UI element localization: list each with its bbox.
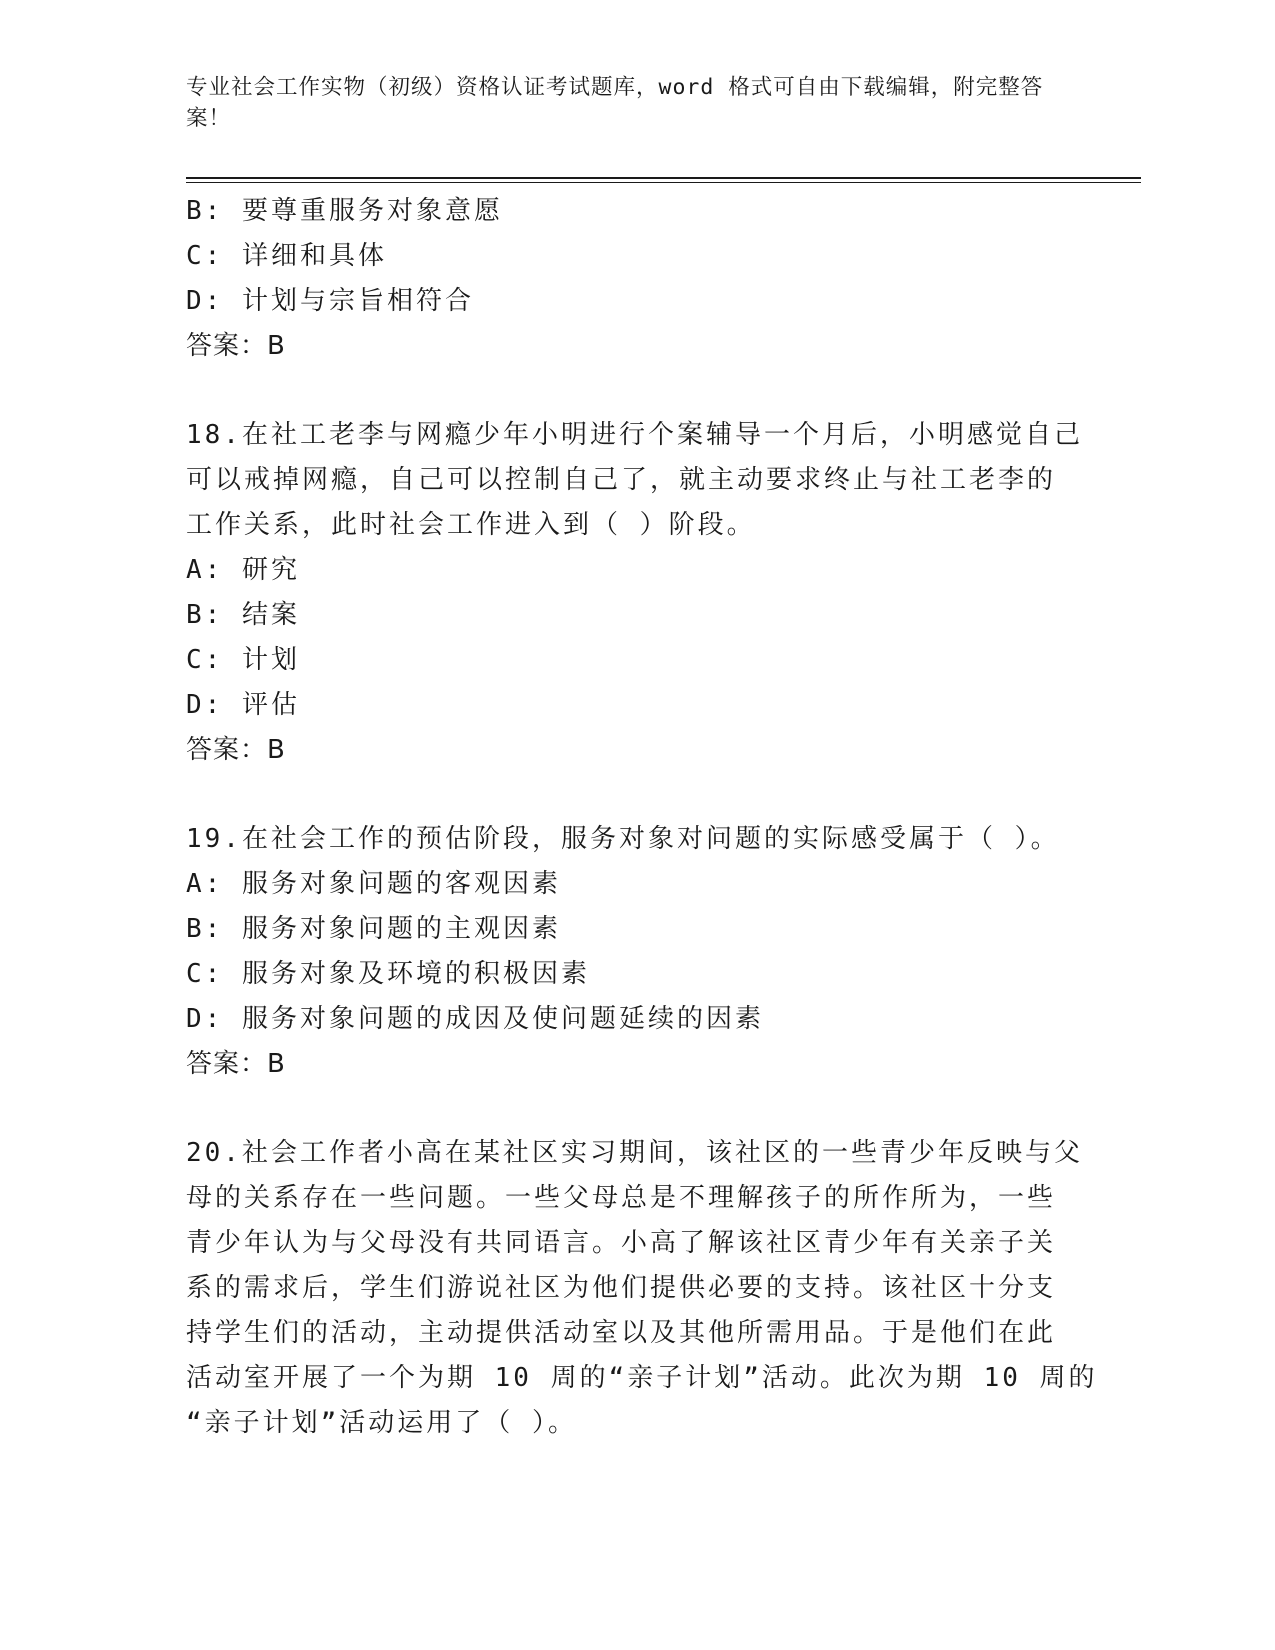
document-header: 专业社会工作实物（初级）资格认证考试题库，word 格式可自由下载编辑，附完整答案！ bbox=[186, 75, 1044, 131]
question-stem-line: 工作关系，此时社会工作进入到（ ）阶段。 bbox=[186, 510, 756, 540]
option-d: D: 计划与宗旨相符合 bbox=[186, 286, 474, 316]
option-d: D: 服务对象问题的成因及使问题延续的因素 bbox=[186, 1004, 764, 1034]
question-17-fragment bbox=[186, 189, 1066, 369]
spacer bbox=[186, 369, 1066, 413]
question-stem-line: 母的关系存在一些问题。一些父母总是不理解孩子的所作所为，一些 bbox=[186, 1183, 1057, 1213]
answer-line: 答案：B bbox=[186, 1049, 286, 1079]
question-stem-line: 活动室开展了一个为期 10 周的“亲子计划”活动。此次为期 10 周的 bbox=[186, 1363, 1098, 1393]
question-stem-line: 可以戒掉网瘾，自己可以控制自己了，就主动要求终止与社工老李的 bbox=[186, 465, 1057, 495]
question-stem-line: 青少年认为与父母没有共同语言。小高了解该社区青少年有关亲子关 bbox=[186, 1228, 1057, 1258]
option-b: B: 服务对象问题的主观因素 bbox=[186, 914, 561, 944]
option-c: C: 服务对象及环境的积极因素 bbox=[186, 959, 590, 989]
question-stem-line: “亲子计划”活动运用了（ ）。 bbox=[186, 1408, 577, 1438]
question-content bbox=[186, 189, 1098, 1446]
question-18 bbox=[186, 413, 1083, 773]
answer-line: 答案：B bbox=[186, 331, 286, 361]
question-stem: 19.在社会工作的预估阶段，服务对象对问题的实际感受属于（ ）。 bbox=[186, 824, 1060, 854]
option-b: B: 要尊重服务对象意愿 bbox=[186, 196, 503, 226]
option-d: D: 评估 bbox=[186, 690, 300, 720]
option-a: A: 服务对象问题的客观因素 bbox=[186, 869, 561, 899]
header-rule-thick bbox=[186, 177, 1141, 179]
answer-line: 答案：B bbox=[186, 735, 286, 765]
question-stem-line: 持学生们的活动，主动提供活动室以及其他所需用品。于是他们在此 bbox=[186, 1318, 1057, 1348]
question-stem-line: 20.社会工作者小高在某社区实习期间，该社区的一些青少年反映与父 bbox=[186, 1138, 1083, 1168]
option-c: C: 计划 bbox=[186, 645, 300, 675]
spacer bbox=[186, 1087, 1066, 1131]
option-b: B: 结案 bbox=[186, 600, 300, 630]
question-stem-line: 系的需求后，学生们游说社区为他们提供必要的支持。该社区十分支 bbox=[186, 1273, 1057, 1303]
question-20 bbox=[186, 1131, 1098, 1446]
header-rule-thin bbox=[186, 182, 1141, 183]
spacer bbox=[186, 773, 1066, 817]
question-19 bbox=[186, 817, 1066, 1087]
question-stem-line: 18.在社工老李与网瘾少年小明进行个案辅导一个月后，小明感觉自己 bbox=[186, 420, 1083, 450]
option-c: C: 详细和具体 bbox=[186, 241, 387, 271]
option-a: A: 研究 bbox=[186, 555, 300, 585]
